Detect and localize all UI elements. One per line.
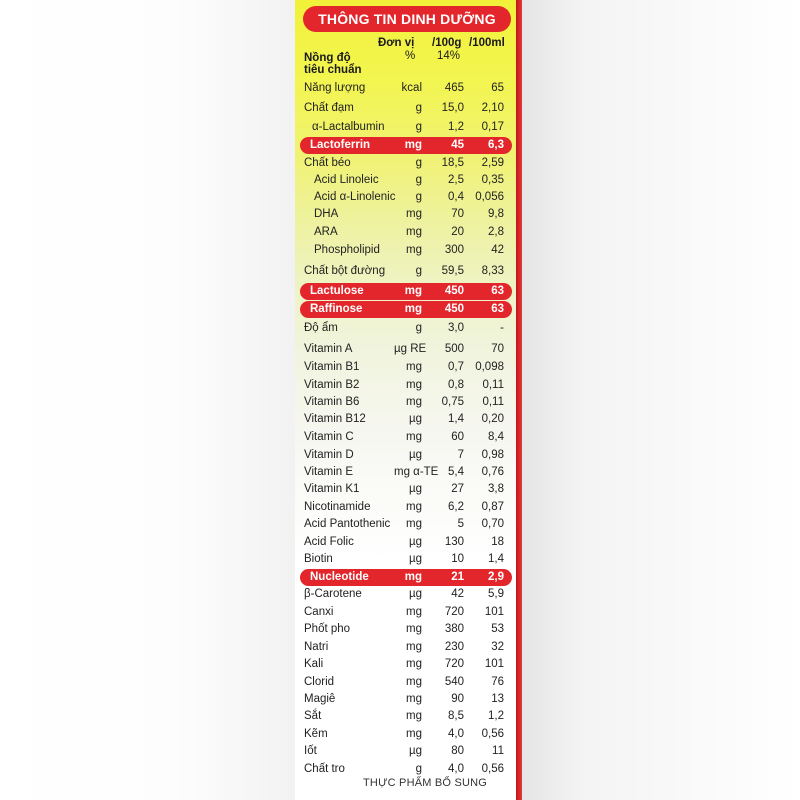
row-name: DHA	[314, 208, 339, 220]
table-row	[300, 242, 512, 259]
row-unit: mg	[406, 693, 422, 705]
table-row	[300, 586, 512, 603]
row-value-per-100g: 18,5	[441, 157, 464, 169]
row-value-per-100g: 720	[444, 658, 464, 670]
row-value-per-100g: 0,8	[448, 379, 464, 391]
row-unit: mg	[406, 226, 422, 238]
row-value-per-100ml: 63	[491, 303, 504, 315]
row-value-per-100ml: 0,56	[481, 763, 504, 775]
header-unit-percent: %	[405, 50, 416, 62]
row-unit: µg	[408, 536, 422, 548]
row-value-per-100g: 4,0	[448, 763, 464, 775]
row-value-per-100ml: 53	[491, 623, 504, 635]
row-name: Kali	[304, 658, 324, 670]
table-row	[300, 691, 512, 708]
row-value-per-100g: 450	[444, 303, 464, 315]
row-value-per-100ml: 0,35	[481, 174, 504, 186]
row-name: Chất đạm	[304, 102, 354, 114]
row-value-per-100ml: 1,4	[488, 553, 504, 565]
row-name: Magiê	[304, 693, 336, 705]
table-row	[300, 674, 512, 691]
row-unit: mg	[404, 139, 422, 151]
row-value-per-100g: 8,5	[448, 710, 464, 722]
row-name: Vitamin B2	[304, 379, 360, 391]
row-unit: mg	[404, 303, 422, 315]
row-unit: mg	[406, 710, 422, 722]
row-unit: mg α-TE	[394, 466, 439, 478]
row-value-per-100g: 130	[444, 536, 464, 548]
table-row	[300, 621, 512, 638]
row-value-per-100g: 90	[451, 693, 464, 705]
row-name: Acid α-Linolenic	[314, 191, 396, 203]
row-value-per-100ml: 32	[491, 641, 504, 653]
row-unit: g	[415, 102, 422, 114]
row-value-per-100g: 70	[451, 208, 464, 220]
table-row	[300, 359, 512, 376]
table-row	[300, 411, 512, 428]
table-row	[300, 172, 512, 189]
row-unit: g	[415, 191, 422, 203]
row-value-per-100g: 20	[451, 226, 464, 238]
row-name: Vitamin C	[304, 431, 354, 443]
package-red-edge	[516, 0, 522, 800]
table-row	[300, 224, 512, 241]
row-value-per-100g: 0,75	[441, 396, 464, 408]
row-value-per-100ml: 101	[484, 606, 504, 618]
row-value-per-100g: 80	[451, 745, 464, 757]
row-value-per-100ml: 2,8	[488, 226, 504, 238]
row-value-per-100g: 60	[451, 431, 464, 443]
row-name: Lactoferrin	[310, 139, 371, 151]
row-value-per-100ml: 8,4	[488, 431, 504, 443]
table-row	[300, 604, 512, 621]
header-per-100g: /100g	[432, 37, 462, 49]
row-name: Vitamin B1	[304, 361, 360, 373]
row-value-per-100g: 15,0	[441, 102, 464, 114]
row-name: Clorid	[304, 676, 335, 688]
row-unit: mg	[406, 728, 422, 740]
row-value-per-100ml: 9,8	[488, 208, 504, 220]
row-unit: g	[415, 174, 422, 186]
table-row	[300, 656, 512, 673]
row-name: Phốt pho	[304, 623, 351, 635]
row-name: Kẽm	[304, 728, 328, 740]
row-value-per-100g: 0,7	[448, 361, 464, 373]
row-value-per-100g: 5,4	[448, 466, 464, 478]
table-row	[300, 320, 512, 337]
row-name: α-Lactalbumin	[312, 121, 385, 133]
row-value-per-100ml: 5,9	[488, 588, 504, 600]
row-value-per-100g: 3,0	[448, 322, 464, 334]
table-row	[300, 100, 512, 117]
background-left	[0, 0, 295, 800]
row-name: Năng lượng	[304, 82, 366, 94]
table-row	[300, 569, 512, 586]
header-concentration: 14%	[437, 50, 461, 62]
row-value-per-100g: 720	[444, 606, 464, 618]
row-unit: g	[415, 157, 422, 169]
table-row	[300, 447, 512, 464]
row-value-per-100g: 45	[451, 139, 464, 151]
row-name: Acid Linoleic	[314, 174, 379, 186]
table-row	[300, 481, 512, 498]
table-row	[300, 534, 512, 551]
row-unit: mg	[406, 518, 422, 530]
row-name: Natri	[304, 641, 329, 653]
header-unit-label: Đơn vị	[378, 37, 415, 49]
table-row	[300, 394, 512, 411]
table-row	[300, 429, 512, 446]
table-row	[300, 137, 512, 154]
table-row	[300, 464, 512, 481]
row-value-per-100g: 10	[451, 553, 464, 565]
row-unit: mg	[404, 571, 422, 583]
row-name: Lactulose	[310, 285, 364, 297]
row-unit: mg	[406, 676, 422, 688]
row-name: Iốt	[304, 745, 317, 757]
table-row	[300, 80, 512, 97]
row-name: Canxi	[304, 606, 334, 618]
row-unit: mg	[406, 396, 422, 408]
background-right	[516, 0, 800, 800]
row-value-per-100g: 500	[444, 343, 464, 355]
row-unit: mg	[406, 623, 422, 635]
row-unit: mg	[406, 641, 422, 653]
row-name: Sắt	[304, 710, 322, 722]
row-value-per-100g: 1,4	[448, 413, 464, 425]
row-value-per-100g: 230	[444, 641, 464, 653]
row-value-per-100ml: 70	[491, 343, 504, 355]
row-unit: µg	[408, 449, 422, 461]
row-value-per-100g: 465	[444, 82, 464, 94]
row-name: ARA	[314, 226, 338, 238]
row-value-per-100ml: 0,56	[481, 728, 504, 740]
row-value-per-100ml: 1,2	[488, 710, 504, 722]
row-name: Chất bột đường	[304, 265, 386, 277]
row-value-per-100g: 540	[444, 676, 464, 688]
row-value-per-100ml: 18	[491, 536, 504, 548]
row-value-per-100g: 59,5	[441, 265, 464, 277]
footer-label: THỰC PHẨM BỔ SUNG	[363, 777, 488, 789]
row-unit: µg RE	[394, 343, 427, 355]
row-value-per-100g: 4,0	[448, 728, 464, 740]
row-value-per-100ml: 101	[484, 658, 504, 670]
row-unit: mg	[406, 606, 422, 618]
row-value-per-100g: 450	[444, 285, 464, 297]
row-value-per-100ml: 0,87	[481, 501, 504, 513]
table-row	[300, 341, 512, 358]
row-name: Vitamin K1	[304, 483, 360, 495]
table-row	[300, 189, 512, 206]
row-value-per-100ml: 0,056	[475, 191, 504, 203]
row-value-per-100g: 6,2	[448, 501, 464, 513]
row-unit: kcal	[401, 82, 422, 94]
row-value-per-100g: 27	[451, 483, 464, 495]
row-unit: µg	[408, 483, 422, 495]
row-value-per-100g: 380	[444, 623, 464, 635]
row-name: Biotin	[304, 553, 333, 565]
row-value-per-100ml: 0,70	[481, 518, 504, 530]
row-value-per-100ml: 0,098	[475, 361, 504, 373]
row-unit: mg	[406, 379, 422, 391]
table-row	[300, 155, 512, 172]
table-row	[300, 377, 512, 394]
row-value-per-100g: 300	[444, 244, 464, 256]
row-value-per-100g: 5	[457, 518, 464, 530]
table-row	[300, 708, 512, 725]
header-per-100ml: /100ml	[469, 37, 505, 49]
row-unit: g	[415, 265, 422, 277]
row-unit: g	[415, 121, 422, 133]
row-value-per-100g: 0,4	[448, 191, 464, 203]
row-value-per-100ml: 13	[491, 693, 504, 705]
table-row	[300, 726, 512, 743]
row-unit: µg	[408, 553, 422, 565]
row-name: Nucleotide	[310, 571, 369, 583]
row-name: Vitamin A	[304, 343, 353, 355]
row-unit: mg	[404, 285, 422, 297]
row-unit: mg	[406, 361, 422, 373]
row-value-per-100g: 7	[457, 449, 464, 461]
row-value-per-100ml: 63	[491, 285, 504, 297]
table-row	[300, 639, 512, 656]
row-unit: mg	[406, 244, 422, 256]
row-unit: µg	[408, 588, 422, 600]
table-row	[300, 551, 512, 568]
nutrition-title: THÔNG TIN DINH DƯỠNG	[303, 6, 511, 32]
table-row	[300, 206, 512, 223]
row-name: Phospholipid	[314, 244, 380, 256]
row-unit: µg	[408, 745, 422, 757]
row-name: Chất béo	[304, 157, 351, 169]
table-row	[300, 283, 512, 300]
row-name: Độ ẩm	[304, 322, 338, 334]
row-value-per-100g: 2,5	[448, 174, 464, 186]
row-name: β-Carotene	[304, 588, 362, 600]
header-standard-line2: tiêu chuẩn	[304, 64, 362, 76]
table-row	[300, 263, 512, 280]
row-value-per-100g: 21	[451, 571, 464, 583]
table-row	[300, 499, 512, 516]
row-value-per-100ml: 0,11	[482, 379, 504, 391]
row-name: Raffinose	[310, 303, 363, 315]
row-value-per-100ml: 42	[491, 244, 504, 256]
row-name: Acid Folic	[304, 536, 354, 548]
row-value-per-100ml: 2,59	[481, 157, 504, 169]
row-value-per-100ml: 2,9	[488, 571, 504, 583]
header-standard-line1: Nồng độ	[304, 52, 351, 64]
row-value-per-100ml: 0,11	[482, 396, 504, 408]
row-name: Chất tro	[304, 763, 345, 775]
table-row	[300, 119, 512, 136]
table-row	[300, 761, 512, 778]
row-value-per-100ml: 3,8	[488, 483, 504, 495]
row-value-per-100ml: 65	[491, 82, 504, 94]
row-unit: mg	[406, 501, 422, 513]
row-unit: µg	[408, 413, 422, 425]
row-value-per-100g: 1,2	[448, 121, 464, 133]
row-name: Vitamin D	[304, 449, 354, 461]
row-unit: g	[415, 763, 422, 775]
row-value-per-100ml: 6,3	[488, 139, 504, 151]
table-row	[300, 743, 512, 760]
row-value-per-100ml: 76	[491, 676, 504, 688]
row-unit: mg	[406, 658, 422, 670]
row-value-per-100ml: 0,98	[481, 449, 504, 461]
table-row	[300, 516, 512, 533]
row-unit: g	[415, 322, 422, 334]
table-row	[300, 301, 512, 318]
row-value-per-100ml: 2,10	[481, 102, 504, 114]
row-unit: mg	[406, 431, 422, 443]
row-value-per-100ml: 0,76	[481, 466, 504, 478]
row-value-per-100ml: -	[500, 322, 504, 334]
row-name: Vitamin E	[304, 466, 354, 478]
row-value-per-100ml: 0,17	[481, 121, 504, 133]
row-unit: mg	[406, 208, 422, 220]
row-name: Acid Pantothenic	[304, 518, 391, 530]
row-name: Vitamin B12	[304, 413, 366, 425]
row-value-per-100ml: 11	[492, 745, 504, 757]
row-value-per-100ml: 0,20	[481, 413, 504, 425]
row-value-per-100g: 42	[451, 588, 464, 600]
row-name: Vitamin B6	[304, 396, 360, 408]
row-value-per-100ml: 8,33	[481, 265, 504, 277]
row-name: Nicotinamide	[304, 501, 371, 513]
